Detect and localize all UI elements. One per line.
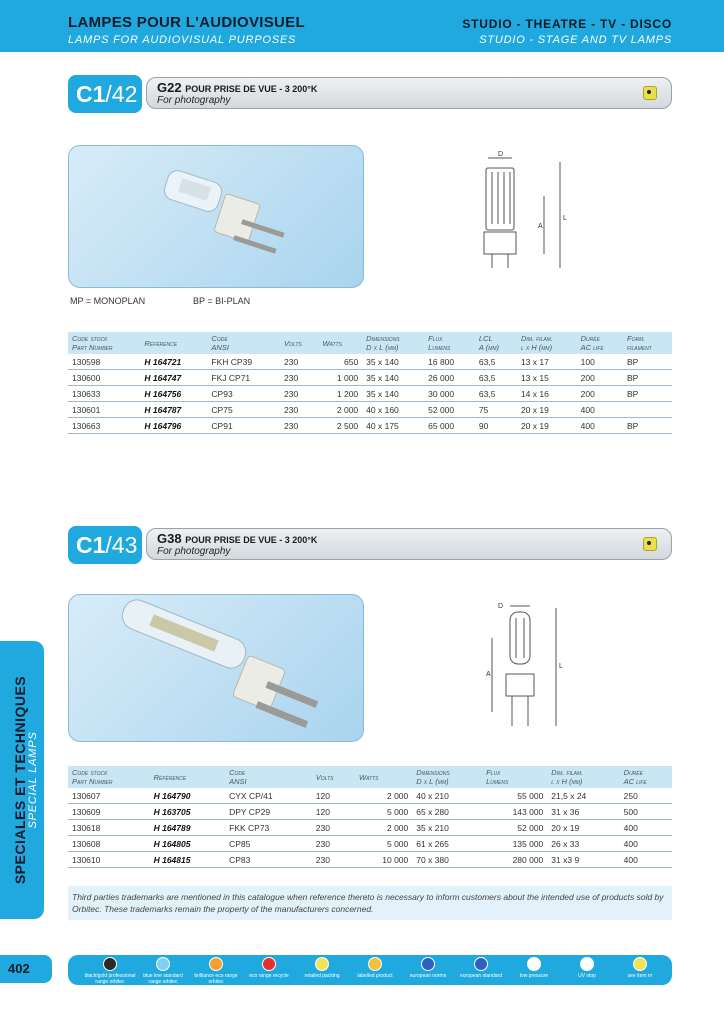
table-cell: 35 x 140 (362, 386, 424, 402)
column-header: Form. filament (623, 332, 672, 354)
table-cell: 230 (280, 370, 318, 386)
section-side-tab (0, 641, 44, 919)
table-row (68, 418, 672, 434)
footer-icon-legend (68, 955, 672, 985)
table-cell: 20 x 19 (547, 820, 619, 836)
table-cell: 40 x 160 (362, 402, 424, 418)
table-cell: H 164790 (150, 788, 226, 804)
table-cell: FKH CP39 (207, 354, 280, 370)
european-norms-icon (421, 957, 435, 971)
column-header: Watts (318, 332, 362, 354)
table-cell: 1 200 (318, 386, 362, 402)
table-cell: 200 (577, 386, 623, 402)
table-cell: 400 (620, 820, 672, 836)
low-pressure-icon (527, 957, 541, 971)
table-cell: 130607 (68, 788, 150, 804)
column-header: Dimensions D x L (mm) (412, 766, 482, 788)
section2-lamp-photo (68, 594, 364, 742)
column-header: Volts (280, 332, 318, 354)
table-cell: 21,5 x 24 (547, 788, 619, 804)
header-right-title: STUDIO - THEATRE - TV - DISCO (462, 17, 672, 31)
table-cell: 75 (475, 402, 517, 418)
table-cell: 280 000 (482, 852, 547, 868)
table-cell: H 164747 (140, 370, 207, 386)
table-cell: 20 x 19 (517, 418, 577, 434)
footer-legend-item (561, 957, 613, 979)
table-cell: 400 (577, 402, 623, 418)
table-cell: 30 000 (424, 386, 475, 402)
section1-code-prefix: C1 (76, 81, 106, 107)
table-cell: 55 000 (482, 788, 547, 804)
table-cell: CP85 (225, 836, 312, 852)
legend-biplan: BP = BI-PLAN (193, 296, 251, 306)
footer-legend-label: blue line standard range orbitec (143, 973, 183, 985)
table-cell: H 163705 (150, 804, 226, 820)
table-cell: CP93 (207, 386, 280, 402)
footer-legend-label: see item nr (627, 973, 653, 979)
table-cell: 120 (312, 788, 355, 804)
column-header: Dim. filam. l x H (mm) (517, 332, 577, 354)
section2-spec-table (68, 766, 672, 868)
table-cell: 35 x 210 (412, 820, 482, 836)
table-cell: 16 800 (424, 354, 475, 370)
table-row (68, 788, 672, 804)
table-cell: 143 000 (482, 804, 547, 820)
table-cell: 65 000 (424, 418, 475, 434)
table-cell: 70 x 380 (412, 852, 482, 868)
table-cell: 31 x3 9 (547, 852, 619, 868)
table-cell: 100 (577, 354, 623, 370)
column-header: Watts (355, 766, 412, 788)
table-cell: 40 x 175 (362, 418, 424, 434)
packing-icon (315, 957, 329, 971)
table-cell: 130598 (68, 354, 140, 370)
legend-monoplan: MP = MONOPLAN (70, 296, 146, 306)
column-header: Flux Lumens (482, 766, 547, 788)
section2-title-box (146, 528, 672, 560)
table-cell: 400 (620, 836, 672, 852)
table-cell: 230 (312, 852, 355, 868)
table-cell: 1 000 (318, 370, 362, 386)
table-cell: 230 (312, 820, 355, 836)
table-cell: 26 x 33 (547, 836, 619, 852)
diagram-label-l: L (563, 215, 567, 222)
table-cell: 20 x 19 (517, 402, 577, 418)
footer-legend-item (508, 957, 560, 979)
section1-lamp-photo (68, 145, 364, 288)
diagram-label-a: A (486, 671, 491, 678)
footer-legend-item (137, 957, 189, 985)
table-cell: 400 (620, 852, 672, 868)
page-number-tab (0, 955, 52, 983)
table-cell: 5 000 (355, 804, 412, 820)
column-header: Durée AC life (620, 766, 672, 788)
table-cell: 230 (280, 402, 318, 418)
table-cell: 65 x 280 (412, 804, 482, 820)
column-header: Code stock Part Number (68, 332, 140, 354)
see-item-icon (633, 957, 647, 971)
table-cell: CP83 (225, 852, 312, 868)
diagram-label-d: D (498, 151, 504, 158)
table-cell: 63,5 (475, 386, 517, 402)
section2-title-main: G38 (157, 531, 182, 546)
column-header: Code ANSI (207, 332, 280, 354)
section2-title (157, 531, 317, 546)
table-cell: 52 000 (424, 402, 475, 418)
footer-legend-label: low pressure (519, 973, 549, 979)
diagram-label-l: L (559, 663, 563, 670)
table-cell: H 164721 (140, 354, 207, 370)
side-tab-subtitle: SPECIAL LAMPS (27, 731, 39, 829)
table-cell: 230 (280, 354, 318, 370)
side-tab-title: SPECIALES ET TECHNIQUES (12, 675, 28, 885)
table-cell: 2 000 (318, 402, 362, 418)
page-header (0, 0, 724, 52)
table-cell: 14 x 16 (517, 386, 577, 402)
black-gold-icon (103, 957, 117, 971)
table-cell: BP (623, 370, 672, 386)
footer-legend-item (349, 957, 401, 979)
table-cell: 40 x 210 (412, 788, 482, 804)
table-row (68, 852, 672, 868)
section1-code-suffix: /42 (105, 81, 138, 107)
table-cell: H 164805 (150, 836, 226, 852)
table-cell: BP (623, 386, 672, 402)
table-cell: 2 000 (355, 788, 412, 804)
section1-spec-table (68, 332, 672, 434)
table-cell: 135 000 (482, 836, 547, 852)
footer-legend-item (84, 957, 136, 985)
table-cell: 130609 (68, 804, 150, 820)
footer-legend-label: retailed packing (304, 973, 340, 979)
table-cell: 200 (577, 370, 623, 386)
table-cell: 52 000 (482, 820, 547, 836)
footer-legend-item (243, 957, 295, 979)
table-row (68, 804, 672, 820)
table-cell: BP (623, 354, 672, 370)
section1-title-main: G22 (157, 80, 182, 95)
footer-legend-item (296, 957, 348, 979)
table-cell: 2 000 (355, 820, 412, 836)
header-right-subtitle: STUDIO - STAGE AND TV LAMPS (479, 34, 672, 46)
table-cell: H 164815 (150, 852, 226, 868)
section1-title-box (146, 77, 672, 109)
column-header: Dim. filam. l x H (mm) (547, 766, 619, 788)
blue-line-icon (156, 957, 170, 971)
footer-legend-label: european standard (460, 973, 502, 979)
section2-subtitle: For photography (157, 546, 231, 557)
table-cell: 230 (280, 418, 318, 434)
footer-legend-label: eco range recycle (249, 973, 289, 979)
table-cell: 31 x 36 (547, 804, 619, 820)
column-header: Volts (312, 766, 355, 788)
table-cell: 130663 (68, 418, 140, 434)
header-left-title: LAMPES POUR L'AUDIOVISUEL (68, 14, 305, 31)
footer-legend-label: black/gold professional range orbitec (84, 973, 136, 985)
table-cell: 13 x 17 (517, 354, 577, 370)
european-standard-icon (474, 957, 488, 971)
table-cell: 35 x 140 (362, 370, 424, 386)
table-row (68, 370, 672, 386)
table-cell: 130608 (68, 836, 150, 852)
diagram-label-d: D (498, 603, 504, 610)
column-header: Dimensions D x L (mm) (362, 332, 424, 354)
table-cell: 130600 (68, 370, 140, 386)
lamp-type-icon (643, 86, 657, 100)
footer-legend-item (614, 957, 666, 979)
table-cell: 250 (620, 788, 672, 804)
column-header: LCL A (mm) (475, 332, 517, 354)
table-cell (623, 402, 672, 418)
table-cell: 130633 (68, 386, 140, 402)
lamp-g38-illustration (69, 595, 363, 741)
table-cell: 10 000 (355, 852, 412, 868)
section2-code-badge (68, 526, 142, 564)
table-cell: H 164787 (140, 402, 207, 418)
column-header: Flux Lumens (424, 332, 475, 354)
table-cell: 400 (577, 418, 623, 434)
section1-title (157, 80, 317, 95)
section2-code-prefix: C1 (76, 532, 106, 558)
table-cell: 650 (318, 354, 362, 370)
section1-title-rest: POUR PRISE DE VUE - 3 200°K (185, 84, 318, 94)
header-left-subtitle: LAMPS FOR AUDIOVISUAL PURPOSES (68, 34, 297, 46)
table-cell: H 164789 (150, 820, 226, 836)
eco-range-icon (262, 957, 276, 971)
lamp-type-icon (643, 537, 657, 551)
section2-dimension-diagram (468, 598, 588, 738)
table-cell: 130601 (68, 402, 140, 418)
table-cell: H 164796 (140, 418, 207, 434)
diagram-label-a: A (538, 223, 543, 230)
table-cell: FKK CP73 (225, 820, 312, 836)
section2-code-suffix: /43 (105, 532, 138, 558)
table-cell: BP (623, 418, 672, 434)
label-icon (368, 957, 382, 971)
section2-title-rest: POUR PRISE DE VUE - 3 200°K (185, 535, 318, 545)
table-row (68, 386, 672, 402)
table-cell: 26 000 (424, 370, 475, 386)
column-header: Code ANSI (225, 766, 312, 788)
table-cell: 13 x 15 (517, 370, 577, 386)
trademark-disclaimer: Third parties trademarks are mentioned in this catalogue when reference thereto is necessary to inform customers about the intended use of products sold by Orbitec. These trademarks remain the property of the manufacturers concerned. (68, 886, 672, 920)
section1-code-badge (68, 75, 142, 113)
table-cell: 120 (312, 804, 355, 820)
page-number: 402 (8, 961, 30, 976)
footer-legend-label: UV stop (578, 973, 596, 979)
table-cell: 230 (312, 836, 355, 852)
table-cell: 2 500 (318, 418, 362, 434)
footer-legend-item (190, 957, 242, 985)
table-cell: CP75 (207, 402, 280, 418)
table-cell: 230 (280, 386, 318, 402)
footer-legend-item (402, 957, 454, 979)
table-row (68, 820, 672, 836)
table-cell: 61 x 265 (412, 836, 482, 852)
lamp-g22-illustration (69, 146, 363, 287)
section1-subtitle: For photography (157, 95, 231, 106)
table-cell: CP91 (207, 418, 280, 434)
table-cell: 63,5 (475, 370, 517, 386)
column-header: Référence (150, 766, 226, 788)
column-header: Durée AC life (577, 332, 623, 354)
section1-dimension-diagram (468, 150, 588, 285)
table-cell: H 164756 (140, 386, 207, 402)
uv-stop-icon (580, 957, 594, 971)
table-cell: 5 000 (355, 836, 412, 852)
table-cell: DPY CP29 (225, 804, 312, 820)
table-cell: CYX CP/41 (225, 788, 312, 804)
table-cell: FKJ CP71 (207, 370, 280, 386)
column-header: Code stock Part Number (68, 766, 150, 788)
brilliance-icon (209, 957, 223, 971)
table-cell: 130610 (68, 852, 150, 868)
table-row (68, 402, 672, 418)
column-header: Référence (140, 332, 207, 354)
table-cell: 90 (475, 418, 517, 434)
footer-legend-item (455, 957, 507, 979)
footer-legend-label: labelled product (357, 973, 393, 979)
footer-legend-label: european norms (409, 973, 447, 979)
footer-legend-label: brilliance eco range orbitec (194, 973, 238, 985)
table-cell: 130618 (68, 820, 150, 836)
table-cell: 63,5 (475, 354, 517, 370)
table-row (68, 836, 672, 852)
table-cell: 35 x 140 (362, 354, 424, 370)
table-cell: 500 (620, 804, 672, 820)
table-row (68, 354, 672, 370)
